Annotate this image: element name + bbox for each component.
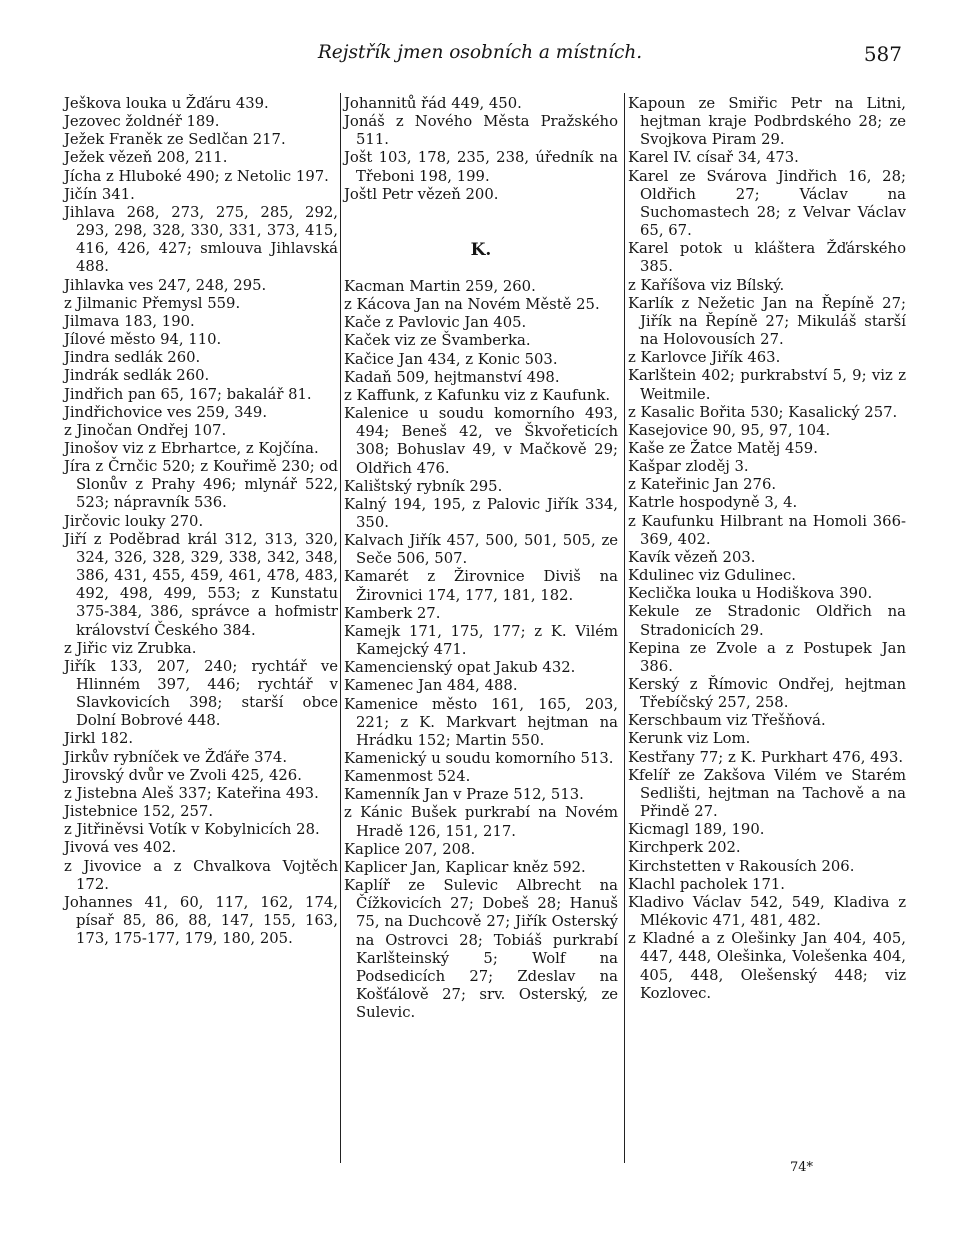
signature-mark: 74*: [790, 1160, 814, 1175]
index-entry: z Jiřic viz Zrubka.: [64, 639, 197, 657]
entries-after-section: [344, 278, 618, 1022]
index-entry: Kavík vězeň 203.: [628, 548, 756, 566]
index-entry: Jílové město 94, 110.: [64, 331, 222, 349]
index-entry: Kamarét z Žirovnice Diviš na Žirovnici 174, 177, 181, 182.: [344, 568, 618, 604]
index-entry: Ježek vězeň 208, 211.: [64, 149, 228, 167]
index-entry: z Kaffunk, z Kafunku viz z Kaufunk.: [344, 386, 611, 404]
index-entry: Katrle hospodyně 3, 4.: [628, 494, 798, 512]
index-entry: Kalenice u soudu komorního 493, 494; Beneš 42, ve Škvořeticích 308; Bohuslav 49, v Mačkově 29; Oldřich 476.: [344, 405, 618, 477]
index-entry: Klachl pacholek 171.: [628, 875, 785, 893]
index-entry: z Jinočan Ondřej 107.: [64, 421, 227, 439]
index-entry: Karlík z Nežetic Jan na Řepíně 27; Jiřík na Řepíně 27; Mikuláš starší na Holovousích 27.: [628, 294, 906, 349]
index-entry: Jistebnice 152, 257.: [64, 803, 214, 821]
index-entry: Kaček viz ze Švamberka.: [344, 332, 531, 350]
index-entry: Kirchstetten v Rakousích 206.: [628, 857, 855, 875]
index-entry: Kdulinec viz Gdulinec.: [628, 567, 796, 585]
index-entry: Kaplíř ze Sulevic Albrecht na Čížkovicích 27; Dobeš 28; Hanuš 75, na Duchcově 27; Jiřík Osterský na Ostrovci 28; Tobiáš purkrabí Karlšteinský 5; Wolf na Podsedicích 27; Zdeslav na Košťálově 27; srv. Osterský, ze Sulevic.: [344, 877, 618, 1022]
index-entry: Karel ze Svárova Jindřich 16, 28; Oldřich 27; Václav na Suchomastech 28; z Velvar Václav 65, 67.: [628, 167, 906, 240]
index-entry: Jonáš z Nového Města Pražského 511.: [344, 113, 618, 149]
index-entry: Jirčovic louky 270.: [64, 512, 204, 530]
index-entry: Karel potok u kláštera Žďárského 385.: [628, 240, 906, 276]
index-entry: z Jivovice a z Chvalkova Vojtěch 172.: [64, 857, 338, 893]
index-column-1: [64, 95, 338, 948]
index-entry: Jičín 341.: [64, 185, 135, 203]
index-entry: Jícha z Hluboké 490; z Netolic 197.: [64, 167, 329, 185]
index-entry: z Kasalic Bořita 530; Kasalický 257.: [628, 403, 898, 421]
index-entry: Kadaň 509, hejtmanství 498.: [344, 368, 560, 386]
index-entry: z Karlovce Jiřík 463.: [628, 349, 781, 367]
index-entry: Johannitů řád 449, 450.: [344, 95, 522, 112]
index-entry: Kamencienský opat Jakub 432.: [344, 659, 576, 677]
index-entry: Jivová ves 402.: [64, 839, 177, 857]
index-entry: Kačice Jan 434, z Konic 503.: [344, 350, 558, 368]
index-entry: Kaplice 207, 208.: [344, 840, 476, 858]
index-entry: Johannes 41, 60, 117, 162, 174, písař 85, 86, 88, 147, 155, 163, 173, 175-177, 179, 180, 205.: [64, 893, 338, 948]
index-entry: Jezovec žoldnéř 189.: [64, 113, 220, 131]
entries-before-section: [344, 95, 618, 204]
index-entry: Kaplicer Jan, Kaplicar kněz 592.: [344, 858, 586, 876]
index-entry: Jindřich pan 65, 167; bakalář 81.: [64, 385, 312, 403]
index-entry: Ježek Franěk ze Sedlčan 217.: [64, 131, 286, 149]
column-divider: [340, 93, 341, 1163]
index-entry: z Kácova Jan na Novém Městě 25.: [344, 296, 600, 314]
index-entry: Kalištský rybník 295.: [344, 477, 503, 495]
index-entry: Kamberk 27.: [344, 604, 441, 622]
index-entry: z Kánic Bušek purkrabí na Novém Hradě 126, 151, 217.: [344, 804, 618, 840]
index-entry: Kasejovice 90, 95, 97, 104.: [628, 421, 831, 439]
index-entry: Karlštein 402; purkrabství 5, 9; viz z Weitmile.: [628, 367, 906, 403]
index-entry: Karel IV. císař 34, 473.: [628, 149, 799, 167]
index-entry: Kamenice město 161, 165, 203, 221; z K. Markvart hejtman na Hrádku 152; Martin 550.: [344, 695, 618, 749]
index-entry: Jindra sedlák 260.: [64, 349, 201, 367]
index-entry: Kladivo Václav 542, 549, Kladiva z Mlékovic 471, 481, 482.: [628, 893, 906, 930]
index-entry: Jirkl 182.: [64, 730, 134, 748]
index-entry: Kfelíř ze Zakšova Vilém ve Starém Sedlišti, hejtman na Tachově a na Přindě 27.: [628, 766, 906, 821]
index-entry: Jihlava 268, 273, 275, 285, 292, 293, 298, 328, 330, 331, 373, 415, 416, 426, 427; smlouva Jihlavská 488.: [64, 203, 338, 276]
index-entry: Jihlavka ves 247, 248, 295.: [64, 276, 267, 294]
index-entry: Jindrák sedlák 260.: [64, 367, 210, 385]
index-entry: Jindřichovice ves 259, 349.: [64, 403, 268, 421]
index-entry: Kekule ze Stradonic Oldřich na Stradonicích 29.: [628, 603, 906, 639]
index-entry: Kerský z Římovic Ondřej, hejtman Třebíčský 257, 258.: [628, 676, 906, 712]
index-column-3: [628, 95, 906, 1003]
index-entry: Kacman Martin 259, 260.: [344, 277, 536, 295]
index-entry: Kestřany 77; z K. Purkhart 476, 493.: [628, 748, 904, 766]
page-number: 587: [863, 42, 902, 66]
index-entry: Kalný 194, 195, z Palovic Jiřík 334, 350.: [344, 495, 618, 531]
index-entry: Kirchperk 202.: [628, 839, 741, 857]
index-entry: Jirovský dvůr ve Zvoli 425, 426.: [64, 766, 302, 784]
index-entry: Kalvach Jiřík 457, 500, 501, 505, ze Seče 506, 507.: [344, 532, 618, 568]
index-entry: Jiří z Poděbrad král 312, 313, 320, 324, 326, 328, 329, 338, 342, 348, 386, 431, 455, 459, 461, 478, 483, 492, 498, 499, 553; z Kunstatu 375-384, 386, správce a hofmistr království Českého 384.: [64, 530, 338, 639]
index-entry: Keclička louka u Hodiškova 390.: [628, 585, 873, 603]
index-entry: Joštl Petr vězeň 200.: [344, 185, 499, 203]
index-entry: z Jilmanic Přemysl 559.: [64, 294, 241, 312]
column-divider: [624, 93, 625, 1163]
index-entry: Jiřík 133, 207, 240; rychtář ve Hlinném 397, 446; rychtář v Slavkovicích 398; starší obce Dolní Bobrové 448.: [64, 657, 338, 730]
index-entry: Kapoun ze Smiřic Petr na Litni, hejtman kraje Podbrdského 28; ze Svojkova Piram 29.: [628, 95, 906, 149]
section-letter-heading: K.: [470, 239, 492, 260]
index-entry: Jíra z Črnčic 520; z Kouřimě 230; od Slonův z Prahy 496; mlynář 522, 523; nápravník 536.: [64, 458, 338, 512]
index-entry: z Kaříšova viz Bílský.: [628, 276, 785, 294]
index-entry: Jinošov viz z Ebrhartce, z Kojčína.: [64, 439, 319, 457]
index-entry: Kerschbaum viz Třešňová.: [628, 712, 826, 730]
index-entry: z Kladné a z Olešinky Jan 404, 405, 447, 448, Olešinka, Volešenka 404, 405, 448, Olešenský 448; viz Kozlovec.: [628, 930, 906, 1002]
index-entry: z Kaufunku Hilbrant na Homoli 366-369, 402.: [628, 512, 906, 548]
index-entry: Kamejk 171, 175, 177; z K. Vilém Kamejcký 471.: [344, 622, 618, 659]
index-entry: Kače z Pavlovic Jan 405.: [344, 314, 527, 332]
page-header: [0, 38, 960, 70]
index-entry: Kamenec Jan 484, 488.: [344, 677, 518, 695]
index-entry: Kaše ze Žatce Matěj 459.: [628, 439, 818, 457]
index-entry: Jirkův rybníček ve Žďáře 374.: [64, 748, 288, 766]
index-entry: Kepina ze Zvole a z Postupek Jan 386.: [628, 639, 906, 675]
index-entry: z Jistebna Aleš 337; Kateřina 493.: [64, 784, 319, 802]
index-entry: Kamenmost 524.: [344, 768, 471, 786]
running-title: Rejstřík jmen osobních a místních.: [317, 42, 643, 63]
index-entry: Jilmava 183, 190.: [64, 312, 195, 330]
index-entry: Jošt 103, 178, 235, 238, úředník na Třeboni 198, 199.: [344, 149, 618, 185]
index-entry: Ješkova louka u Žďáru 439.: [64, 95, 269, 112]
index-entry: z Kateřinic Jan 276.: [628, 476, 777, 494]
index-entry: z Jitřiněvsi Votík v Kobylnicích 28.: [64, 821, 320, 839]
index-entry: Kerunk viz Lom.: [628, 730, 751, 748]
index-entry: Kašpar zloděj 3.: [628, 458, 749, 476]
index-entry: Kamenický u soudu komorního 513.: [344, 750, 614, 767]
index-entry: Kicmagl 189, 190.: [628, 821, 765, 839]
index-column-2: [344, 95, 618, 1022]
index-entry: Kamenník Jan v Praze 512, 513.: [344, 786, 584, 804]
